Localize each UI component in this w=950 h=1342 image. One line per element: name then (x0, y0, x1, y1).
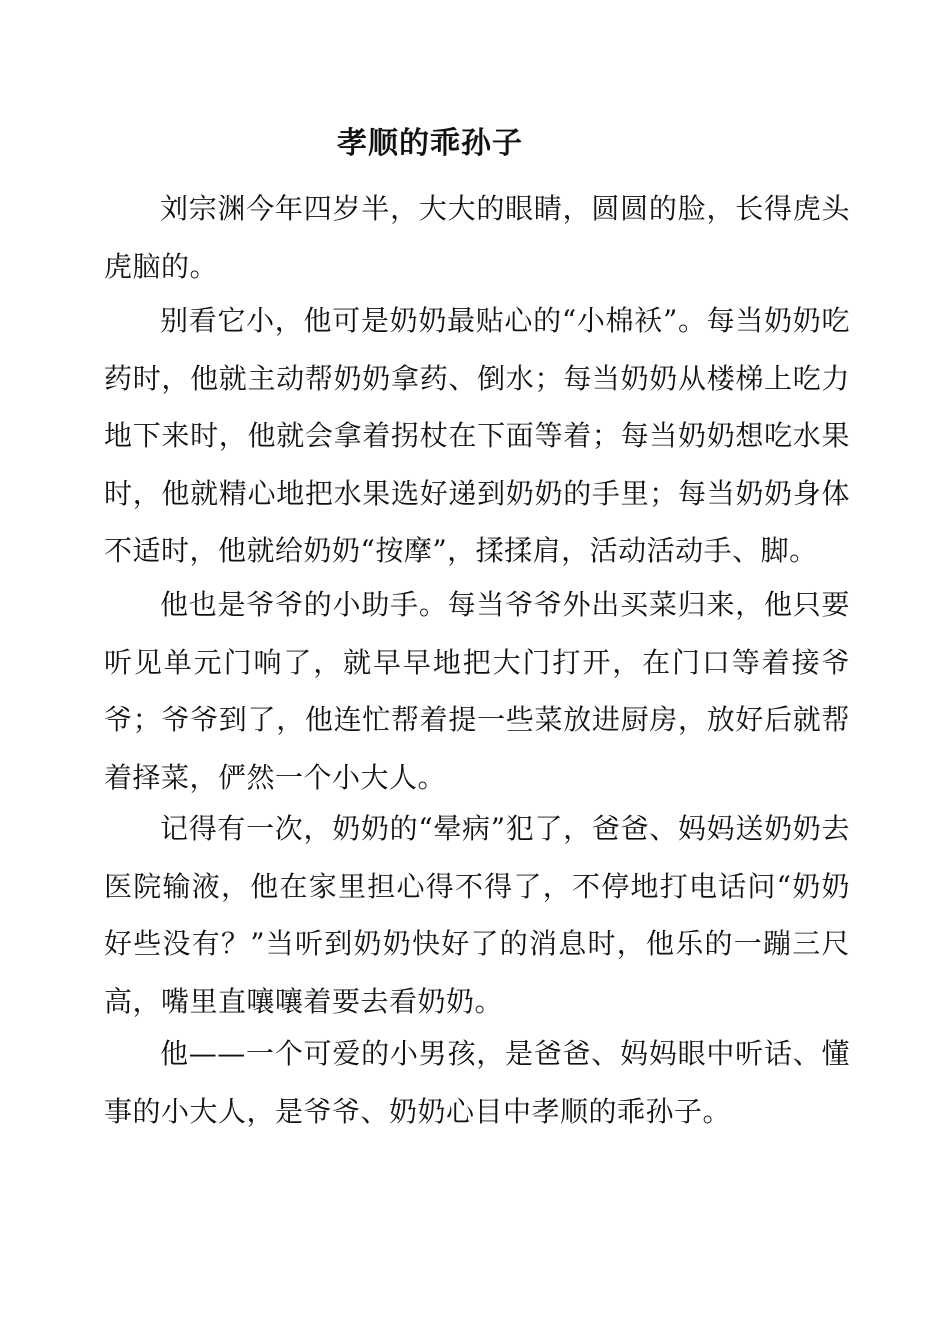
document-title: 孝顺的乖孙子 (337, 126, 523, 161)
paragraph-grandma: 别看它小，他可是奶奶最贴心的“小棉袄”。每当奶奶吃药时，他就主动帮奶奶拿药、倒水；每当奶奶从楼梯上吃力地下来时，他就会拿着拐杖在下面等着；每当奶奶想吃水果时，他就精心地把水果选好递到奶奶的手里；每当奶奶身体不适时，他就给奶奶“按摩”，揉揉肩，活动活动手、脚。 (104, 304, 850, 567)
paragraph-conclusion: 他——一个可爱的小男孩，是爸爸、妈妈眼中听话、懂事的小大人，是爷爷、奶奶心目中孝顺的乖孙子。 (104, 1037, 850, 1128)
paragraph-intro: 刘宗渊今年四岁半，大大的眼睛，圆圆的脸，长得虎头虎脑的。 (104, 192, 850, 283)
paragraph-illness: 记得有一次，奶奶的“晕病”犯了，爸爸、妈妈送奶奶去医院输液，他在家里担心得不得了，不停地打电话问“奶奶好些没有？”当听到奶奶快好了的消息时，他乐的一蹦三尺高，嘴里直嚷嚷着要去看奶奶。 (104, 812, 850, 1018)
paragraph-grandpa: 他也是爷爷的小助手。每当爷爷外出买菜归来，他只要听见单元门响了，就早早地把大门打开，在门口等着接爷爷；爷爷到了，他连忙帮着提一些菜放进厨房，放好后就帮着择菜，俨然一个小大人。 (104, 588, 850, 794)
